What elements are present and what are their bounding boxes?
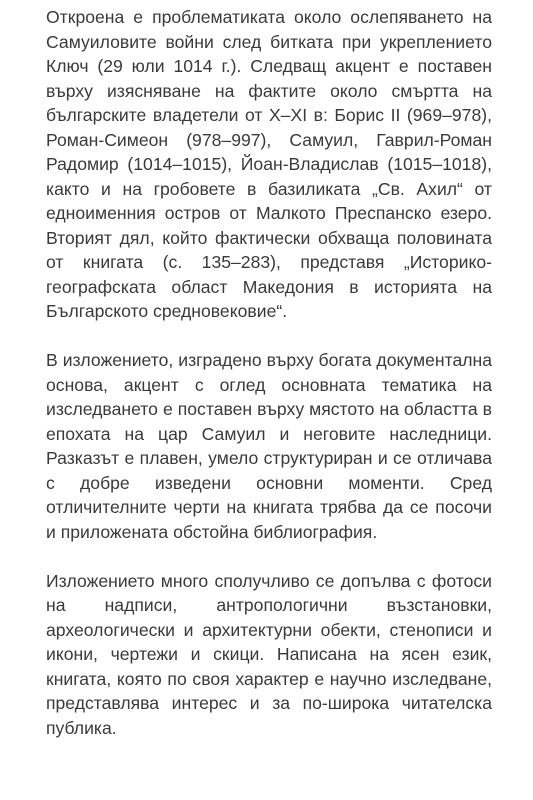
paragraph-1: Откроена е проблематиката около ослепяването на Самуиловите войни след битката при укреплението Ключ (29 юли 1014 г.). Следващ акцент е поставен върху изясняване на фактите около смъртта на българските владетели от X–XI в: Борис II (969–978), Роман-Симеон (978–997), Самуил, Гаврил-Роман Радомир (1014–1015), Йоан-Владислав (1015–1018), както и на гробовете в базиликата „Св. Ахил“ от едноименния остров от Малкото Преспанско езеро. Вторият дял, който фактически обхваща половината от книгата (с. 135–283), представя „Историко-географската област Македония в историята на Българското средновековие“. bbox=[46, 7, 492, 321]
article-body bbox=[46, 5, 492, 740]
paragraph-3: Изложението много сполучливо се допълва с фотоси на надписи, антропологични възстановки, археологически и архитектурни обекти, стенописи и икони, чертежи и скици. Написана на ясен език, книгата, която по своя характер е научно изследване, представлява интерес и за по-широка читателска публика. bbox=[46, 570, 492, 738]
paragraph-2: В изложението, изградено върху богата документална основа, акцент с оглед основната тематика на изследването е поставен върху мястото на областта в епохата на цар Самуил и неговите наследници. Разказът е плавен, умело структуриран и се отличава с добре изведени основни моменти. Сред отличителните черти на книгата трябва да се посочи и приложената обстойна библиография. bbox=[46, 350, 492, 542]
